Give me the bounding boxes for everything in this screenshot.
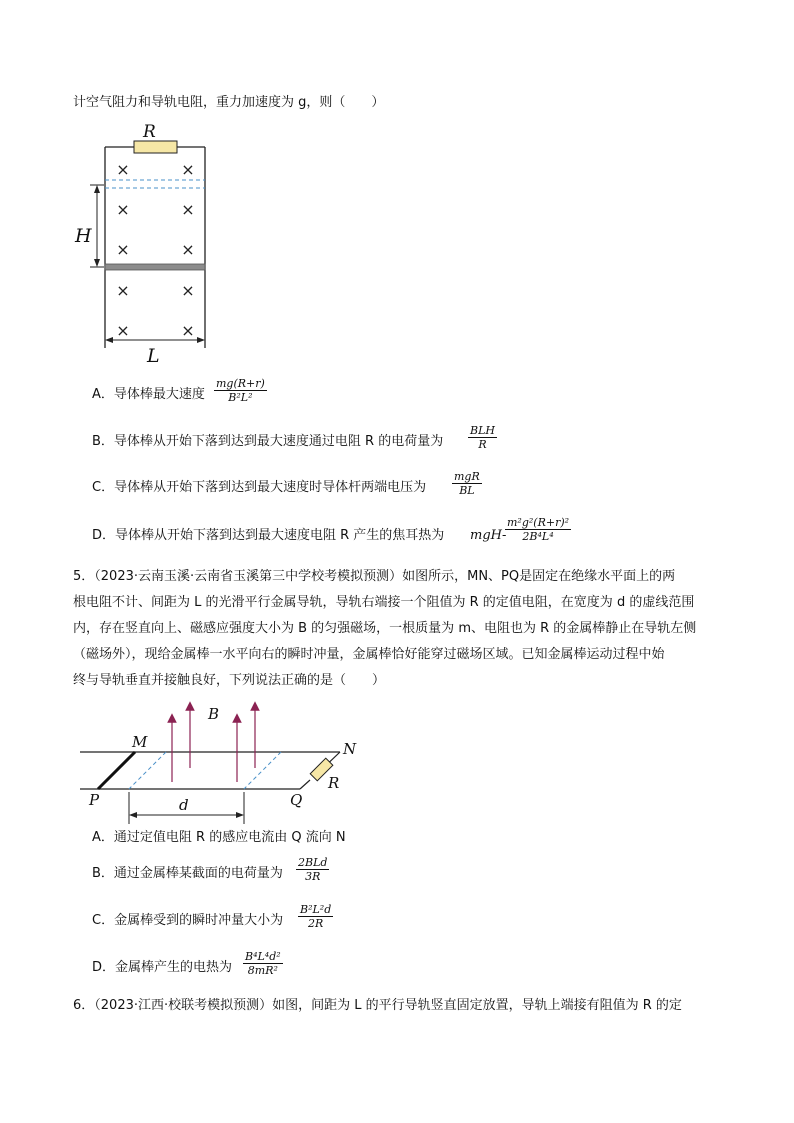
q5-option-b-fraction: 2BLd 3R xyxy=(298,856,328,883)
field-mark: × xyxy=(116,200,130,219)
q4-option-a: A．导体棒最大速度 xyxy=(92,387,205,402)
label-m: M xyxy=(132,733,148,751)
q4-intro-text: 计空气阻力和导轨电阻，重力加速度为 g，则（ ） xyxy=(73,95,385,110)
q5-line-5: 终与导轨垂直并接触良好，下列说法正确的是（ ） xyxy=(73,673,386,688)
label-n: N xyxy=(343,740,357,758)
label-r: R xyxy=(328,774,340,792)
q4-circuit-figure xyxy=(70,118,220,370)
q5-option-c-fraction: $\frac{\text{B²L²d}}{2R}$ xyxy=(300,903,332,930)
q4-option-b: B．导体棒从开始下落到达到最大速度通过电阻 R 的电荷量为 xyxy=(92,434,444,449)
q5-option-a: A．通过定值电阻 R 的感应电流由 Q 流向 N xyxy=(92,830,346,845)
field-mark: × xyxy=(116,321,130,340)
field-mark: × xyxy=(116,281,130,300)
q5-rail-figure xyxy=(78,696,368,836)
field-mark: × xyxy=(116,160,130,179)
q5-option-c: C．金属棒受到的瞬时冲量大小为 xyxy=(92,913,284,928)
q4-option-d-prefix: mgH- xyxy=(470,528,507,543)
q4-option-a-fraction: $\frac{mg(R+r)}{\text{B²L²}}$ xyxy=(216,377,265,404)
q5-line-2: 根电阻不计、间距为 L 的光滑平行金属导轨，导轨右端接一个阻值为 R 的定值电阻，在宽度为 d 的虚线范围 xyxy=(73,595,695,610)
q5-option-d-fraction: $\frac{\text{B⁴L⁴d²}}{\text{8mR²}}$ xyxy=(245,950,281,977)
q5-line-1: 5．（2023·云南玉溪·云南省玉溪第三中学校考模拟预测）如图所示，MN、PQ是固定在绝缘水平面上的两 xyxy=(73,569,676,584)
label-d: d xyxy=(179,796,189,814)
field-mark: × xyxy=(181,240,195,259)
label-b: B xyxy=(208,705,220,723)
q4-option-c-fraction: mgR BL xyxy=(454,470,480,497)
field-mark: × xyxy=(181,281,195,300)
conductor-bar xyxy=(105,264,205,270)
field-mark: × xyxy=(181,160,195,179)
q4-option-b-fraction: BLH R xyxy=(470,424,495,451)
metal-rod xyxy=(98,752,135,789)
field-mark: × xyxy=(181,200,195,219)
label-q: Q xyxy=(290,791,303,809)
label-h: H xyxy=(75,225,92,247)
label-p: P xyxy=(89,791,100,809)
resistor-r xyxy=(134,141,177,153)
q4-option-d: D．导体棒从开始下落到达到最大速度电阻 R 产生的焦耳热为 xyxy=(92,528,445,543)
q6-line-1: 6．（2023·江西·校联考模拟预测）如图，间距为 L 的平行导轨竖直固定放置，导轨上端接有阻值为 R 的定 xyxy=(73,998,682,1013)
field-mark: × xyxy=(116,240,130,259)
label-r: R xyxy=(143,122,156,142)
field-mark: × xyxy=(181,321,195,340)
label-l: L xyxy=(147,345,160,367)
q5-option-d: D．金属棒产生的电热为 xyxy=(92,960,233,975)
q4-option-d-fraction: $\frac{\text{m²g²(R+r)²}}{\text{2B⁴L⁴}}$ xyxy=(507,516,570,543)
q5-line-4: （磁场外），现给金属棒一水平向右的瞬时冲量，金属棒恰好能穿过磁场区域。已知金属棒运动过程中始 xyxy=(73,647,665,662)
q5-option-b: B．通过金属棒某截面的电荷量为 xyxy=(92,866,283,881)
q5-line-3: 内，存在竖直向上、磁感应强度大小为 B 的匀强磁场，一根质量为 m、电阻也为 R 的金属棒静止在导轨左侧 xyxy=(73,621,697,636)
q4-option-c: C．导体棒从开始下落到达到最大速度时导体杆两端电压为 xyxy=(92,480,427,495)
